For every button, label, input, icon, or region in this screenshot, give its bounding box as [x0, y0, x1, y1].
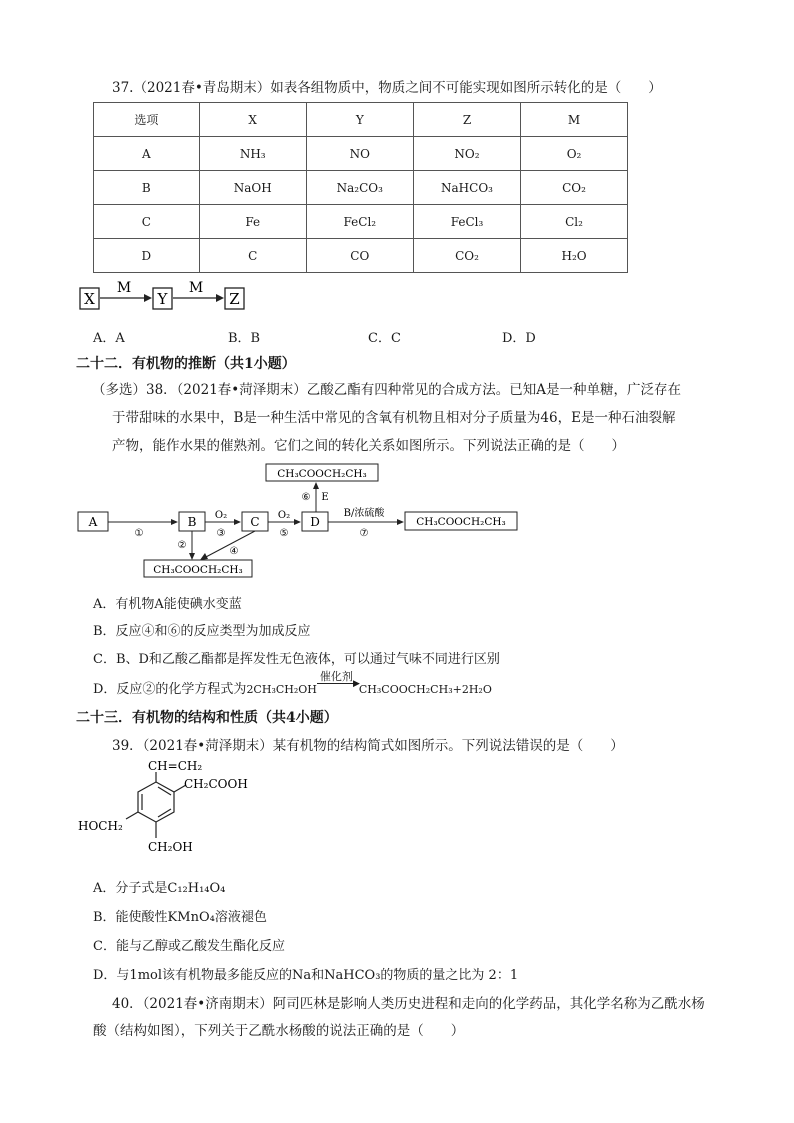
q38-choice-d-prefix: D．反应②的化学方程式为	[93, 682, 247, 697]
equation-rhs: CH₃COOCH₂CH₃+2H₂O	[358, 683, 492, 696]
top-product: CH₃COOCH₂CH₃	[277, 468, 367, 480]
q39-choice-b[interactable]: B．能使酸性KMnO₄溶液褪色	[93, 910, 267, 925]
q39-choice-c[interactable]: C．能与乙醇或乙酸发生酯化反应	[93, 939, 285, 954]
table-row	[94, 205, 628, 239]
table-cell: CO₂	[413, 239, 520, 273]
o2-label-1: O₂	[214, 510, 228, 521]
table-cell: Na₂CO₃	[306, 171, 413, 205]
q37-choice-c[interactable]: C．C	[368, 331, 401, 346]
table-cell: D	[94, 239, 200, 273]
xyz-diagram	[78, 278, 258, 314]
q37-choice-a[interactable]: A．A	[93, 331, 125, 346]
section-title: 二十三．有机物的结构和性质（共4小题）	[76, 710, 338, 726]
table-cell: FeCl₂	[306, 205, 413, 239]
q38-stem-line3: 产物，能作水果的催熟剂。它们之间的转化关系如图所示。下列说法正确的是（ ）	[112, 438, 625, 454]
table-cell: NO₂	[413, 137, 520, 171]
arrow-label-m1: M	[116, 280, 132, 296]
b-conc-label: B/浓硫酸	[343, 508, 385, 519]
q38-choice-b[interactable]: B．反应④和⑥的反应类型为加成反应	[93, 624, 311, 639]
structure-diagram	[76, 758, 276, 862]
q38-choice-d[interactable]	[93, 670, 492, 697]
table-cell: NaOH	[199, 171, 306, 205]
right-product: CH₃COOCH₂CH₃	[416, 516, 506, 528]
box-b: B	[187, 515, 197, 529]
table-cell: B	[94, 171, 200, 205]
reaction-flow-diagram	[76, 458, 528, 580]
table-row	[94, 137, 628, 171]
q37-choice-b[interactable]: B．B	[228, 331, 261, 346]
o2-label-2: O₂	[277, 510, 291, 521]
table-cell: FeCl₃	[413, 205, 520, 239]
arrow-label-m2: M	[188, 280, 204, 296]
q39-choice-a[interactable]: A．分子式是C₁₂H₁₄O₄	[93, 881, 226, 896]
table-header: X	[199, 103, 306, 137]
table-header: M	[521, 103, 628, 137]
catalyst-label: 催化剂	[319, 670, 353, 683]
q37-stem	[112, 76, 662, 96]
section-title: 二十二．有机物的推断（共1小题）	[76, 356, 296, 372]
table-header: 选项	[94, 103, 200, 137]
q38-stem-line2: 于带甜味的水果中，B是一种生活中常见的含氧有机物且相对分子质量为46，E是一种石油裂解	[112, 410, 676, 426]
table-cell: H₂O	[521, 239, 628, 273]
q39-stem: 39．（2021春•菏泽期末）某有机物的结构简式如图所示。下列说法错误的是（ ）	[112, 738, 624, 754]
q37-table	[93, 102, 628, 273]
box-d: D	[310, 515, 320, 529]
step-6: ⑥	[301, 492, 311, 503]
box-c: C	[250, 515, 260, 529]
step-5: ⑤	[279, 528, 289, 539]
q38-choice-c[interactable]: C．B、D和乙酸乙酯都是挥发性无色液体，可以通过气味不同进行区别	[93, 652, 500, 667]
table-cell: C	[94, 205, 200, 239]
q39-choice-d[interactable]: D．与1mol该有机物最多能反应的Na和NaHCO₃的物质的量之比为 2：1	[93, 968, 519, 983]
substituent-right: CH₂COOH	[184, 777, 248, 791]
q37-number: 37.	[112, 80, 134, 96]
table-cell: Fe	[199, 205, 306, 239]
table-cell: Cl₂	[521, 205, 628, 239]
q38-stem-line1: （多选）38．（2021春•菏泽期末）乙酸乙酯有四种常见的合成方法。已知A是一种单糖，广泛存在	[92, 382, 681, 398]
box-a: A	[88, 515, 98, 529]
step-3: ③	[216, 528, 226, 539]
q38-choice-a[interactable]: A．有机物A能使碘水变蓝	[93, 597, 242, 612]
substituent-top: CH=CH₂	[148, 759, 203, 773]
table-cell: NaHCO₃	[413, 171, 520, 205]
step-2: ②	[177, 540, 187, 551]
step-4: ④	[229, 546, 239, 557]
bottom-product: CH₃COOCH₂CH₃	[153, 564, 243, 576]
e-label: E	[321, 492, 329, 503]
table-cell: NH₃	[199, 137, 306, 171]
table-header-row	[94, 103, 628, 137]
table-cell: NO	[306, 137, 413, 171]
equation-lhs: 2CH₃CH₂OH	[246, 683, 317, 696]
table-header: Z	[413, 103, 520, 137]
table-cell: CO	[306, 239, 413, 273]
table-cell: O₂	[521, 137, 628, 171]
step-7: ⑦	[359, 528, 369, 539]
box-y: Y	[157, 290, 168, 308]
q37-text: （2021春•青岛期末）如表各组物质中，物质之间不可能实现如图所示转化的是（ ）	[133, 80, 662, 96]
step-1: ①	[134, 528, 144, 539]
q40-stem-line1: 40．（2021春•济南期末）阿司匹林是影响人类历史进程和走向的化学药品，其化学名称为乙酰水杨	[112, 996, 705, 1012]
table-cell: A	[94, 137, 200, 171]
table-header: Y	[306, 103, 413, 137]
substituent-bottom: CH₂OH	[148, 840, 193, 854]
substituent-left: HOCH₂	[78, 819, 123, 833]
q37-choice-d[interactable]: D．D	[502, 331, 536, 346]
q40-stem-line2: 酸（结构如图），下列关于乙酰水杨酸的说法正确的是（ ）	[93, 1023, 465, 1039]
table-row	[94, 171, 628, 205]
box-z: Z	[229, 290, 240, 308]
table-cell: C	[199, 239, 306, 273]
table-row	[94, 239, 628, 273]
table-cell: CO₂	[521, 171, 628, 205]
equation-arrow: 催化剂 ▶	[317, 679, 359, 693]
box-x: X	[84, 290, 95, 308]
